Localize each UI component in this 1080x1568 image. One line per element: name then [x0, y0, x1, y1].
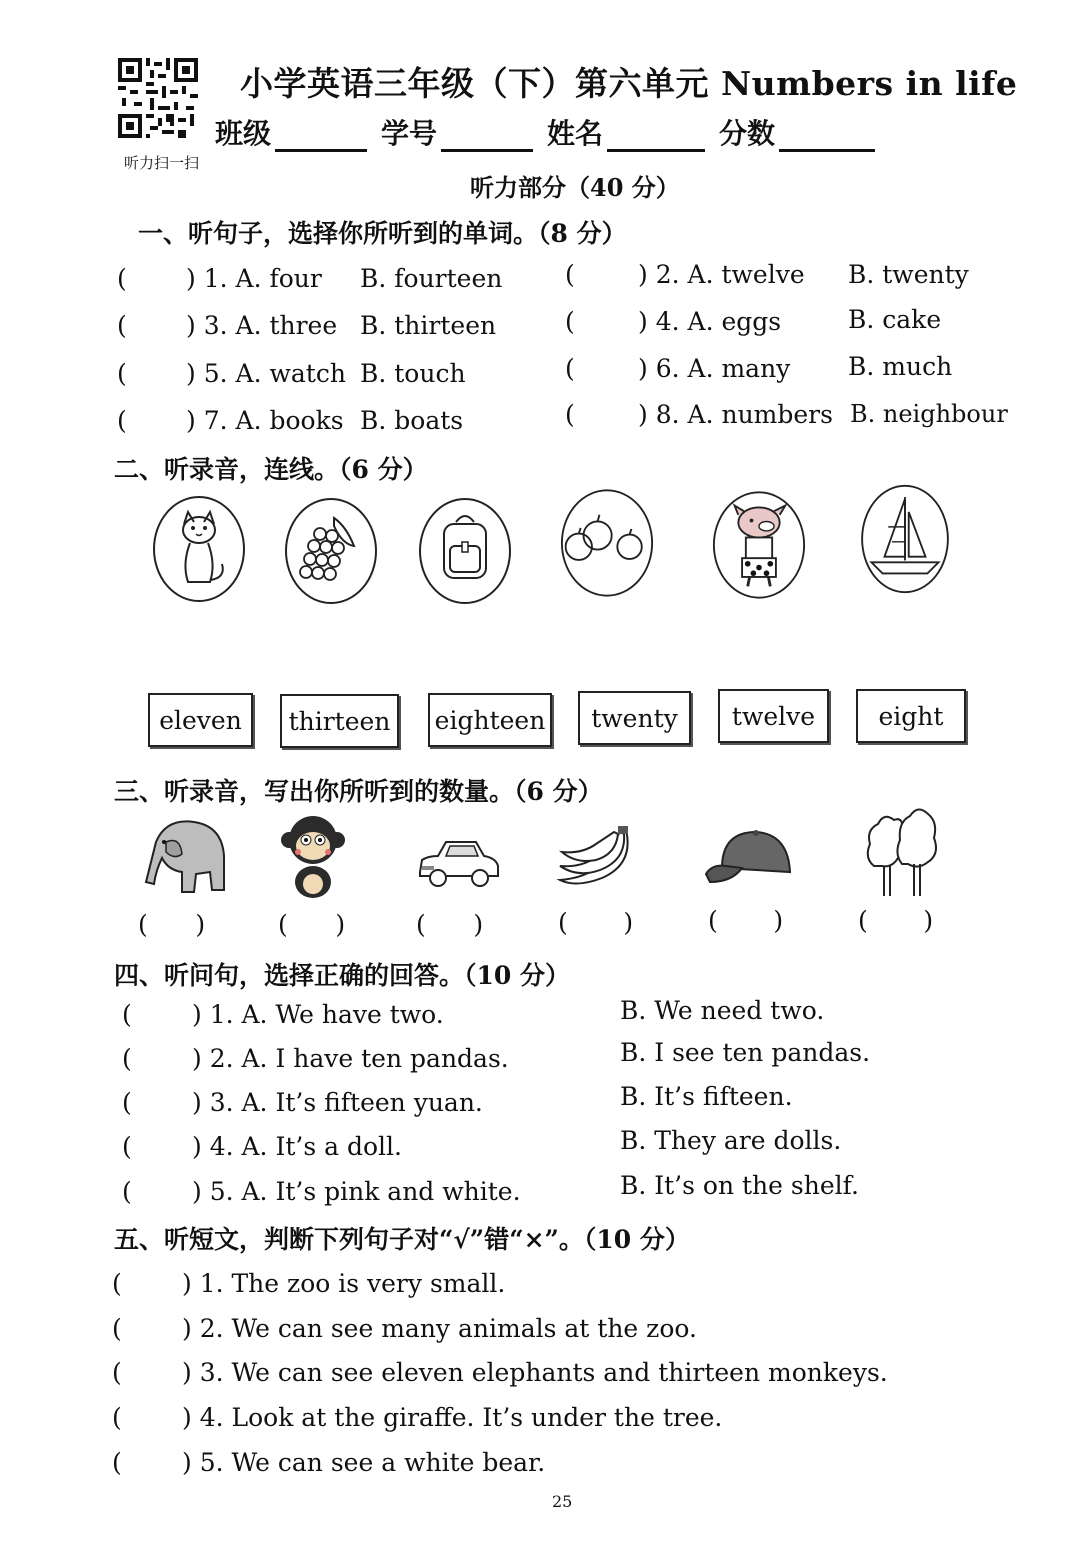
class-blank[interactable] — [275, 121, 367, 152]
page-number: 25 — [552, 1492, 573, 1511]
number-label: 学号 — [381, 117, 438, 150]
statement-item: ) 4. Look at the giraffe. It’s under the tree. — [182, 1403, 723, 1432]
answer-paren[interactable]: ( — [117, 264, 127, 293]
option-a: ) 5. A. It’s pink and white. — [192, 1177, 521, 1206]
answer-paren[interactable]: ( ) — [278, 910, 346, 939]
word-box[interactable]: eight — [856, 689, 966, 743]
option-b: B. It’s fifteen. — [620, 1082, 793, 1111]
option-b: B. touch — [360, 359, 466, 388]
answer-paren[interactable]: ( — [117, 359, 127, 388]
section4-title: 四、听问句，选择正确的回答。（10 分） — [114, 961, 570, 990]
answer-paren[interactable]: ( ) — [416, 910, 484, 939]
option-b: B. We need two. — [620, 996, 825, 1025]
page-title: 小学英语三年级（下）第六单元 Numbers in life — [240, 64, 1018, 103]
question-item: ) 3. A. three — [186, 311, 338, 340]
section3-title: 三、听录音，写出你所听到的数量。（6 分） — [114, 777, 603, 806]
option-b: B. fourteen — [360, 264, 503, 293]
section1-title: 一、听句子，选择你所听到的单词。（8 分） — [138, 219, 627, 248]
answer-paren[interactable]: ( — [565, 260, 575, 289]
cap-icon — [702, 826, 794, 886]
name-label: 姓名 — [547, 117, 604, 150]
option-b: B. They are dolls. — [620, 1126, 842, 1155]
word-box[interactable]: thirteen — [280, 694, 399, 748]
answer-paren[interactable]: ( — [122, 1000, 132, 1029]
question-item: ) 6. A. many — [638, 354, 791, 383]
question-item: ) 4. A. eggs — [638, 307, 782, 336]
score-blank[interactable] — [779, 121, 875, 152]
option-b: B. twenty — [848, 260, 969, 289]
monkey-icon — [278, 810, 348, 902]
word-box[interactable]: twenty — [578, 691, 691, 745]
answer-paren[interactable]: ( ) — [708, 906, 784, 935]
option-a: ) 1. A. We have two. — [192, 1000, 444, 1029]
option-b: B. I see ten pandas. — [620, 1038, 871, 1067]
qr-code — [118, 58, 198, 138]
answer-paren[interactable]: ( — [565, 400, 575, 429]
question-item: ) 8. A. numbers — [638, 400, 833, 429]
name-field — [547, 112, 705, 152]
answer-paren[interactable]: ( ) — [558, 908, 634, 937]
answer-paren[interactable]: ( — [122, 1177, 132, 1206]
option-b: B. It’s on the shelf. — [620, 1171, 859, 1200]
section2-title: 二、听录音，连线。（6 分） — [114, 455, 428, 484]
statement-item: ) 3. We can see eleven elephants and thirteen monkeys. — [182, 1358, 888, 1387]
number-blank[interactable] — [441, 121, 533, 152]
grapes-icon[interactable] — [284, 496, 378, 606]
boat-icon[interactable] — [858, 484, 952, 594]
cat-icon[interactable] — [152, 494, 246, 604]
answer-paren[interactable]: ( — [122, 1088, 132, 1117]
option-b: B. boats — [360, 406, 464, 435]
score-field — [719, 112, 875, 152]
name-blank[interactable] — [607, 121, 705, 152]
qr-caption: 听力扫一扫 — [124, 154, 200, 172]
option-a: ) 4. A. It’s a doll. — [192, 1132, 402, 1161]
answer-paren[interactable]: ( — [122, 1132, 132, 1161]
listening-part-heading: 听力部分（40 分） — [470, 173, 680, 202]
answer-paren[interactable]: ( — [112, 1314, 122, 1343]
answer-paren[interactable]: ( — [565, 354, 575, 383]
answer-paren[interactable]: ( ) — [858, 906, 934, 935]
question-item: ) 5. A. watch — [186, 359, 346, 388]
question-item: ) 1. A. four — [186, 264, 322, 293]
option-b: B. thirteen — [360, 311, 497, 340]
banana-icon — [556, 824, 636, 894]
statement-item: ) 5. We can see a white bear. — [182, 1448, 546, 1477]
score-label: 分数 — [719, 117, 776, 150]
answer-paren[interactable]: ( — [122, 1044, 132, 1073]
option-b: B. much — [848, 352, 953, 381]
section5-title: 五、听短文，判断下列句子对“√”错“×”。（10 分） — [114, 1225, 690, 1254]
answer-paren[interactable]: ( — [112, 1269, 122, 1298]
student-info-row — [215, 112, 889, 152]
answer-paren[interactable]: ( ) — [138, 910, 206, 939]
option-a: ) 3. A. It’s fifteen yuan. — [192, 1088, 483, 1117]
option-b: B. neighbour — [850, 400, 1008, 428]
question-item: ) 7. A. books — [186, 406, 344, 435]
answer-paren[interactable]: ( — [117, 406, 127, 435]
answer-paren[interactable]: ( — [112, 1403, 122, 1432]
statement-item: ) 1. The zoo is very small. — [182, 1269, 506, 1298]
answer-paren[interactable]: ( — [565, 307, 575, 336]
answer-paren[interactable]: ( — [112, 1358, 122, 1387]
number-field — [381, 112, 533, 152]
tree-icon — [864, 802, 940, 898]
class-label: 班级 — [215, 117, 272, 150]
word-box[interactable]: eighteen — [428, 693, 552, 747]
statement-item: ) 2. We can see many animals at the zoo. — [182, 1314, 697, 1343]
question-item: ) 2. A. twelve — [638, 260, 805, 289]
word-box[interactable]: twelve — [718, 689, 829, 743]
pig-icon[interactable] — [712, 490, 806, 600]
class-field — [215, 112, 367, 152]
word-box[interactable]: eleven — [148, 693, 253, 747]
answer-paren[interactable]: ( — [117, 311, 127, 340]
car-icon — [414, 832, 502, 894]
apples-icon[interactable] — [560, 488, 654, 598]
answer-paren[interactable]: ( — [112, 1448, 122, 1477]
option-a: ) 2. A. I have ten pandas. — [192, 1044, 509, 1073]
option-b: B. cake — [848, 305, 942, 334]
elephant-icon — [136, 812, 232, 898]
schoolbag-icon[interactable] — [418, 496, 512, 606]
